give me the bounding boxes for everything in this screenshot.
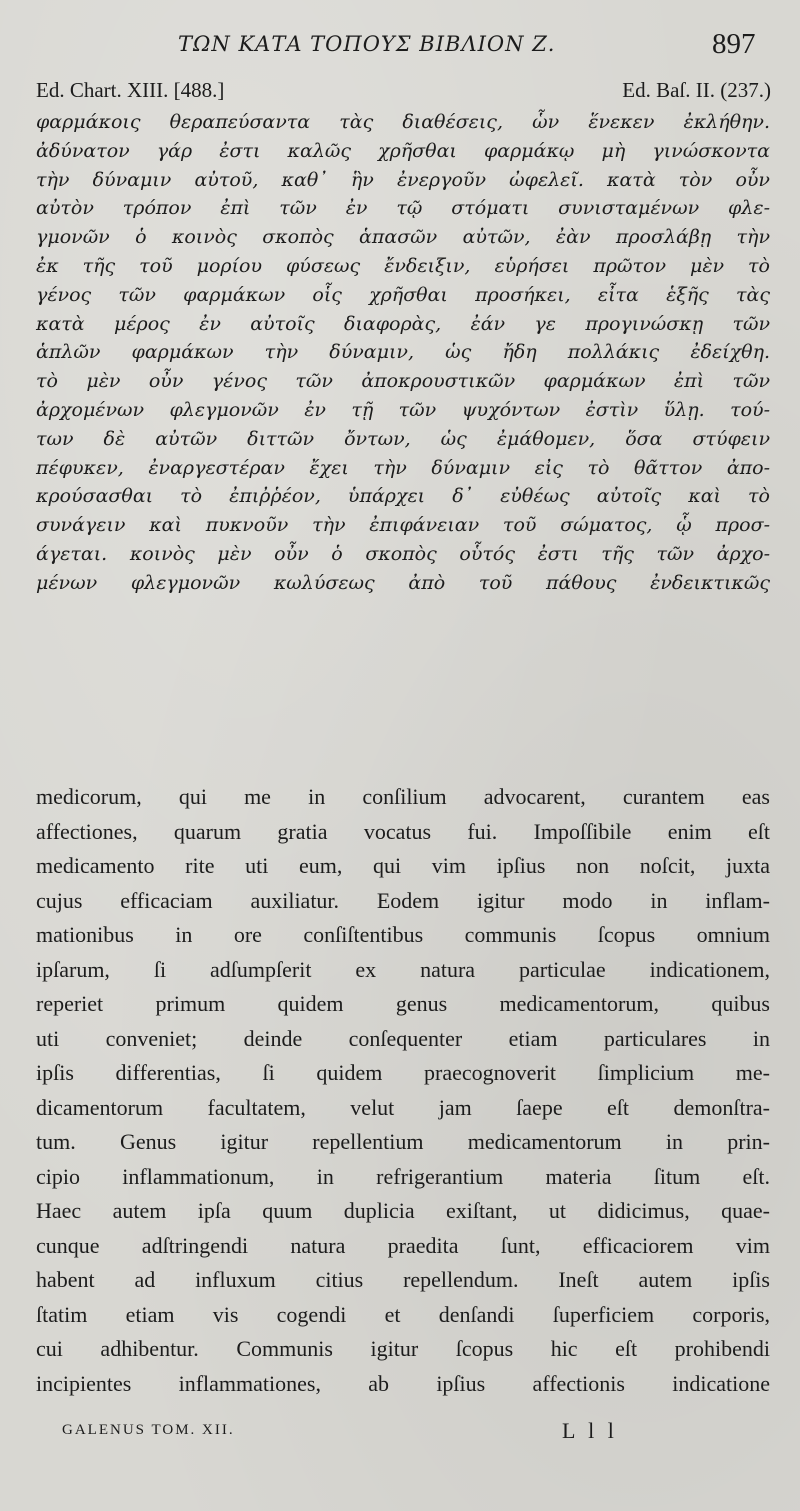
- greek-text-block: [36, 108, 770, 598]
- greek-line: αὐτὸν τρόπον ἐπὶ τῶν ἐν τῷ στόματι συνισταμένων φλε-: [36, 197, 770, 220]
- latin-line: incipientes inflammationes, ab ipſius affectionis indicatione: [36, 1370, 770, 1396]
- page-number: 897: [712, 28, 756, 60]
- latin-line: ſtatim etiam vis cogendi et denſandi ſuperficiem corporis,: [36, 1301, 770, 1327]
- greek-line: κατὰ μέρος ἐν αὐτοῖς διαφορὰς, ἐάν γε προγινώσκῃ τῶν: [36, 312, 770, 335]
- edition-basel: Ed. Baſ. II. (237.): [622, 78, 771, 102]
- latin-line: cujus efficaciam auxiliatur. Eodem igitur modo in inflam-: [36, 887, 770, 913]
- greek-line: πέφυκεν, ἐναργεστέραν ἔχει τὴν δύναμιν εἰς τὸ θᾶττον ἀπο-: [36, 456, 770, 479]
- latin-line: affectiones, quarum gratia vocatus fui. Impoſſibile enim eſt: [36, 818, 770, 844]
- running-title: ΤΩΝ ΚΑΤΑ ΤΟΠΟΥΣ ΒΙΒΛΙΟΝ Ζ.: [178, 32, 556, 56]
- edition-references: [36, 78, 771, 106]
- greek-line: γένος τῶν φαρμάκων οἷς χρῆσθαι προσήκει, εἶτα ἑξῆς τὰς: [36, 283, 770, 306]
- running-head: [0, 28, 800, 64]
- greek-line: γμονῶν ὁ κοινὸς σκοπὸς ἁπασῶν αὐτῶν, ἐὰν προσλάβῃ τὴν: [36, 226, 770, 249]
- latin-line: dicamentorum facultatem, velut jam ſaepe eſt demonſtra-: [36, 1094, 770, 1120]
- greek-line: τὴν δύναμιν αὐτοῦ, καθ᾽ ἣν ἐνεργοῦν ὠφελεῖ. κατὰ τὸν οὖν: [36, 168, 770, 191]
- greek-line: μένων φλεγμονῶν κωλύσεως ἀπὸ τοῦ πάθους ἐνδεικτικῶς: [36, 571, 770, 594]
- latin-line: ipſis differentias, ſi quidem praecognoverit ſimplicium me-: [36, 1060, 770, 1085]
- latin-line: cui adhibentur. Communis igitur ſcopus hic eſt prohibendi: [36, 1336, 770, 1361]
- greek-line: τὸ μὲν οὖν γένος τῶν ἀποκρουστικῶν φαρμάκων ἐπὶ τῶν: [36, 370, 770, 393]
- latin-text-block: [36, 780, 770, 1401]
- latin-line: cipio inflammationum, in refrigerantium materia ſitum eſt.: [36, 1163, 770, 1189]
- signature-mark-gathering: L l l: [562, 1418, 618, 1443]
- signature-mark-author: GALENUS TOM. XII.: [62, 1422, 235, 1438]
- latin-line: medicorum, qui me in conſilium advocarent, curantem eas: [36, 784, 770, 809]
- edition-chartier: Ed. Chart. XIII. [488.]: [36, 78, 225, 102]
- latin-line: Haec autem ipſa quum duplicia exiſtant, ut didicimus, quae-: [36, 1198, 770, 1223]
- greek-line: των δὲ αὐτῶν διττῶν ὄντων, ὡς ἐμάθομεν, ὅσα στύφειν: [36, 427, 770, 450]
- greek-line: ἁπλῶν φαρμάκων τὴν δύναμιν, ὡς ἤδη πολλάκις ἐδείχθη.: [36, 341, 770, 364]
- greek-line: φαρμάκοις θεραπεύσαντα τὰς διαθέσεις, ὧν ἕνεκεν ἐκλήθην.: [36, 111, 770, 133]
- greek-line: κρούσασθαι τὸ ἐπιῤῥέον, ὑπάρχει δ᾽ εὐθέως αὐτοῖς καὶ τὸ: [36, 485, 770, 508]
- greek-line: ἀρχομένων φλεγμονῶν ἐν τῇ τῶν ψυχόντων ἐστὶν ὕλῃ. τού-: [36, 398, 770, 421]
- latin-line: cunque adſtringendi natura praedita ſunt, efficaciorem vim: [36, 1232, 770, 1258]
- greek-line: άγεται. κοινὸς μὲν οὖν ὁ σκοπὸς οὗτός ἐστι τῆς τῶν ἀρχο-: [36, 542, 770, 565]
- latin-line: medicamento rite uti eum, qui vim ipſius non noſcit, juxta: [36, 853, 770, 878]
- latin-line: mationibus in ore conſiſtentibus communis ſcopus omnium: [36, 922, 770, 947]
- latin-line: habent ad influxum citius repellendum. Ineſt autem ipſis: [36, 1267, 770, 1292]
- latin-line: ipſarum, ſi adſumpſerit ex natura particulae indicationem,: [36, 956, 770, 982]
- greek-line: συνάγειν καὶ πυκνοῦν τὴν ἐπιφάνειαν τοῦ σώματος, ᾧ προσ-: [36, 514, 770, 537]
- page-footer: [62, 1418, 642, 1448]
- latin-line: uti conveniet; deinde conſequenter etiam particulares in: [36, 1025, 770, 1051]
- greek-line: ἀδύνατον γάρ ἐστι καλῶς χρῆσθαι φαρμάκῳ μὴ γινώσκοντα: [36, 139, 770, 162]
- latin-line: tum. Genus igitur repellentium medicamentorum in prin-: [36, 1129, 770, 1154]
- greek-line: ἐκ τῆς τοῦ μορίου φύσεως ἔνδειξιν, εὑρήσει πρῶτον μὲν τὸ: [36, 254, 770, 277]
- latin-line: reperiet primum quidem genus medicamentorum, quibus: [36, 991, 770, 1016]
